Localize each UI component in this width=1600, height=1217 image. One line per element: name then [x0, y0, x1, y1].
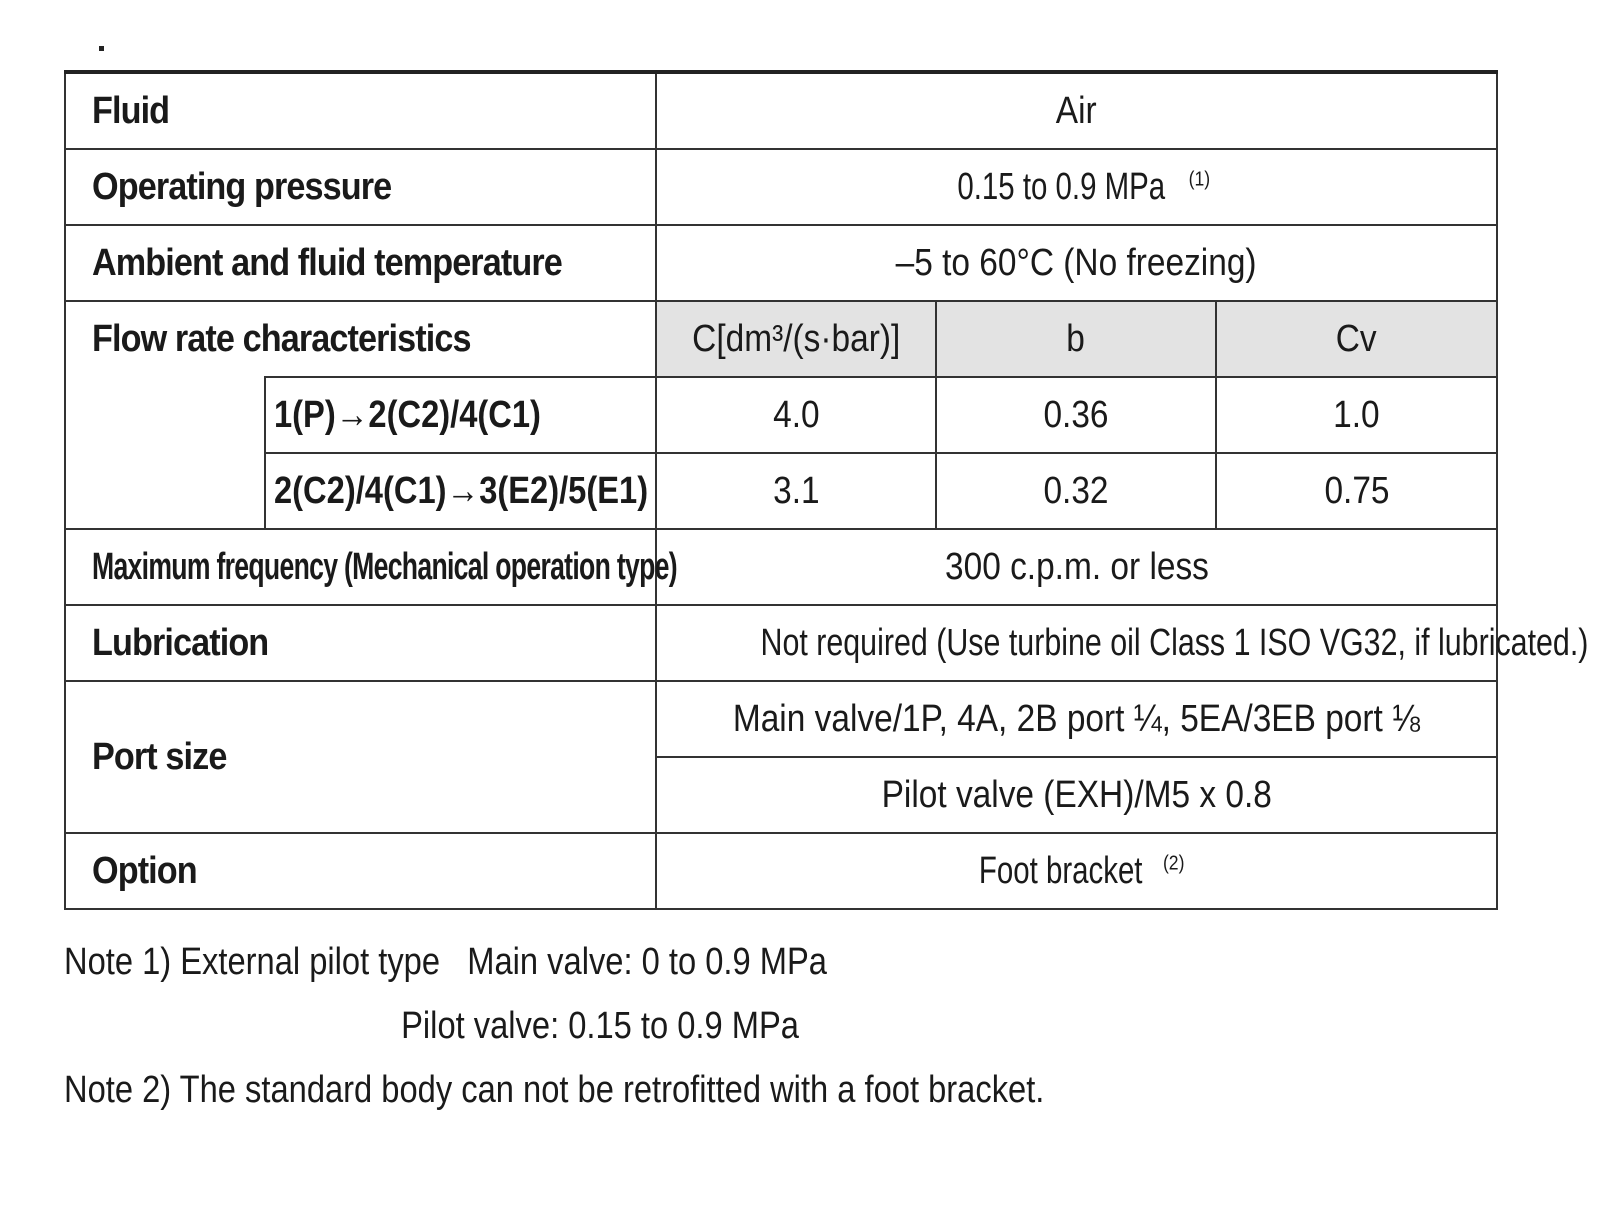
flow-path-1-cv: 1.0	[1216, 377, 1497, 453]
flow-path-1-label: 1(P)→2(C2)/4(C1)	[265, 377, 656, 453]
row-flow-header	[65, 301, 1497, 377]
fluid-label: Fluid	[65, 72, 656, 149]
note-1-main: Main valve: 0 to 0.9 MPa	[467, 941, 827, 983]
flow-path-1-b: 0.36	[936, 377, 1216, 453]
option-label: Option	[65, 833, 656, 909]
port-size-label: Port size	[65, 681, 656, 833]
note-1-line-2	[64, 994, 1044, 1058]
row-fluid	[65, 72, 1497, 149]
flow-header-b: b	[936, 301, 1216, 377]
flow-path-2-cv: 0.75	[1216, 453, 1497, 529]
operating-pressure-label: Operating pressure	[65, 149, 656, 225]
flow-header-cv: Cv	[1216, 301, 1497, 377]
stray-dot	[99, 46, 104, 51]
row-temperature	[65, 225, 1497, 301]
row-flow-path-1	[65, 377, 1497, 453]
note-1-pilot: Pilot valve: 0.15 to 0.9 MPa	[401, 1005, 799, 1047]
note-1-line-1	[64, 930, 1044, 994]
row-max-frequency	[65, 529, 1497, 605]
flow-indent	[65, 377, 265, 529]
flow-path-1-c: 4.0	[656, 377, 936, 453]
note-1-prefix: Note 1) External pilot type	[64, 941, 441, 983]
row-flow-path-2	[65, 453, 1497, 529]
port-size-pilot: Pilot valve (EXH)/M5 x 0.8	[656, 757, 1497, 833]
temperature-label: Ambient and fluid temperature	[65, 225, 656, 301]
temperature-value: –5 to 60°C (No freezing)	[656, 225, 1497, 301]
port-size-main: Main valve/1P, 4A, 2B port ¼, 5EA/3EB port ⅛	[656, 681, 1497, 757]
lubrication-value: Not required (Use turbine oil Class 1 ISO VG32, if lubricated.)	[656, 605, 1497, 681]
flow-path-2-c: 3.1	[656, 453, 936, 529]
row-option	[65, 833, 1497, 909]
option-value: Foot bracket $^{(2)}$	[656, 833, 1497, 909]
notes	[64, 930, 1204, 1122]
footnote-ref-2: (2)	[1163, 851, 1185, 874]
max-frequency-label: Maximum frequency (Mechanical operation type)	[65, 529, 656, 605]
operating-pressure-value: 0.15 to 0.9 MPa $^{(1)}$	[656, 149, 1497, 225]
spec-table	[64, 70, 1589, 910]
flow-path-2-label: 2(C2)/4(C1)→3(E2)/5(E1)	[265, 453, 656, 529]
row-operating-pressure	[65, 149, 1497, 225]
note-2: Note 2) The standard body can not be retrofitted with a foot bracket.	[64, 1069, 1045, 1111]
row-port-size-main	[65, 681, 1497, 757]
flow-label: Flow rate characteristics	[65, 301, 656, 377]
max-frequency-value: 300 c.p.m. or less	[656, 529, 1497, 605]
flow-header-c: C[dm³/(s·bar)]	[656, 301, 936, 377]
footnote-ref-1: (1)	[1188, 167, 1210, 190]
row-lubrication	[65, 605, 1497, 681]
flow-path-2-b: 0.32	[936, 453, 1216, 529]
fluid-value: Air	[656, 72, 1497, 149]
lubrication-label: Lubrication	[65, 605, 656, 681]
